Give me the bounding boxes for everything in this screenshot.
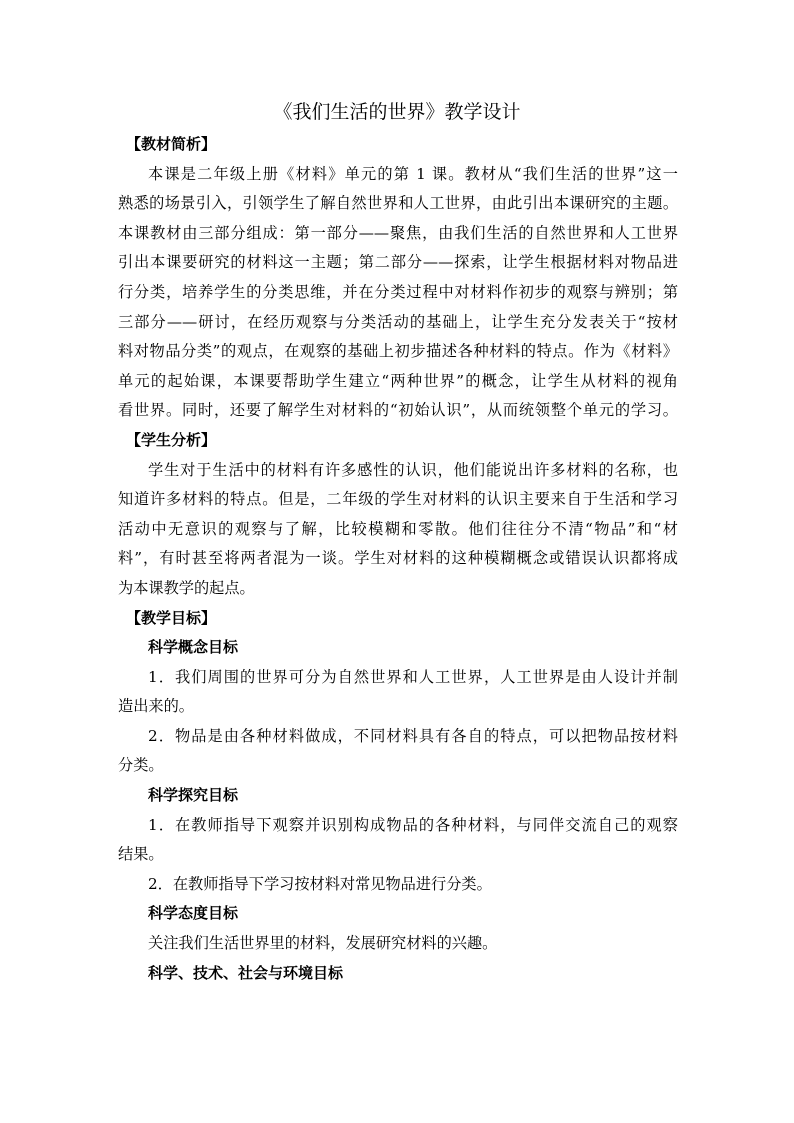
subheading-stse-goals: 科学、技术、社会与环境目标 — [148, 963, 344, 982]
paragraph-line: 1．在教师指导下观察并识别构成物品的各种材料，与同伴交流自己的观察 — [148, 815, 678, 834]
paragraph-line: 分类。 — [118, 756, 164, 775]
paragraph-line: 料对物品分类”的观点，在观察的基础上初步描述各种材料的特点。作为《材料》 — [118, 342, 678, 361]
paragraph-line: 活动中无意识的观察与了解，比较模糊和零散。他们往往分不清“物品”和“材 — [118, 519, 678, 538]
paragraph-line: 本课教材由三部分组成：第一部分——聚焦，由我们生活的自然世界和人工世界 — [118, 223, 678, 242]
paragraph-line: 引出本课要研究的材料这一主题；第二部分——探索，让学生根据材料对物品进 — [118, 253, 678, 272]
paragraph-line: 单元的起始课，本课要帮助学生建立“两种世界”的概念，让学生从材料的视角 — [118, 371, 678, 390]
concept-goal-item-1 — [118, 663, 678, 722]
document-title: 《我们生活的世界》教学设计 — [273, 101, 521, 123]
subheading-attitude-goals: 科学态度目标 — [148, 904, 239, 923]
students-paragraph — [118, 456, 678, 604]
paragraph-line: 造出来的。 — [118, 697, 194, 716]
textbook-paragraph — [118, 160, 678, 426]
inquiry-goal-item-1 — [118, 811, 678, 870]
section-heading-goals: 【教学目标】 — [126, 608, 217, 627]
attitude-goal-item-1 — [118, 929, 678, 959]
paragraph-line: 为本课教学的起点。 — [118, 578, 255, 597]
document-body — [118, 130, 678, 988]
subheading-concept-goals: 科学概念目标 — [148, 638, 239, 657]
paragraph-line: 料”，有时甚至将两者混为一谈。学生对材料的这种模糊概念或错误认识都将成 — [118, 549, 678, 568]
subheading-inquiry-goals: 科学探究目标 — [148, 786, 239, 805]
section-heading-textbook: 【教材简析】 — [126, 135, 217, 153]
paragraph-line: 1．我们周围的世界可分为自然世界和人工世界，人工世界是由人设计并制 — [148, 667, 678, 686]
paragraph-line: 行分类，培养学生的分类思维，并在分类过程中对材料作初步的观察与辨别；第 — [118, 282, 678, 301]
paragraph-line: 本课是二年级上册《材料》单元的第 1 课。教材从“我们生活的世界”这一 — [148, 164, 678, 183]
paragraph-line: 知道许多材料的特点。但是，二年级的学生对材料的认识主要来自于生活和学习 — [118, 490, 678, 509]
paragraph-line: 2．在教师指导下学习按材料对常见物品进行分类。 — [148, 874, 492, 893]
paragraph-line: 结果。 — [118, 845, 164, 864]
inquiry-goal-item-2 — [118, 870, 678, 900]
concept-goal-item-2 — [118, 722, 678, 781]
paragraph-line: 三部分——研讨，在经历观察与分类活动的基础上，让学生充分发表关于“按材 — [118, 312, 678, 331]
paragraph-line: 学生对于生活中的材料有许多感性的认识，他们能说出许多材料的名称，也 — [148, 460, 678, 479]
paragraph-line: 关注我们生活世界里的材料，发展研究材料的兴趣。 — [148, 934, 498, 953]
paragraph-line: 2．物品是由各种材料做成，不同材料具有各自的特点，可以把物品按材料 — [148, 726, 678, 745]
paragraph-line: 看世界。同时，还要了解学生对材料的“初始认识”，从而统领整个单元的学习。 — [118, 401, 678, 420]
paragraph-line: 熟悉的场景引入，引领学生了解自然世界和人工世界，由此引出本课研究的主题。 — [118, 194, 678, 213]
section-heading-students: 【学生分析】 — [126, 430, 217, 449]
